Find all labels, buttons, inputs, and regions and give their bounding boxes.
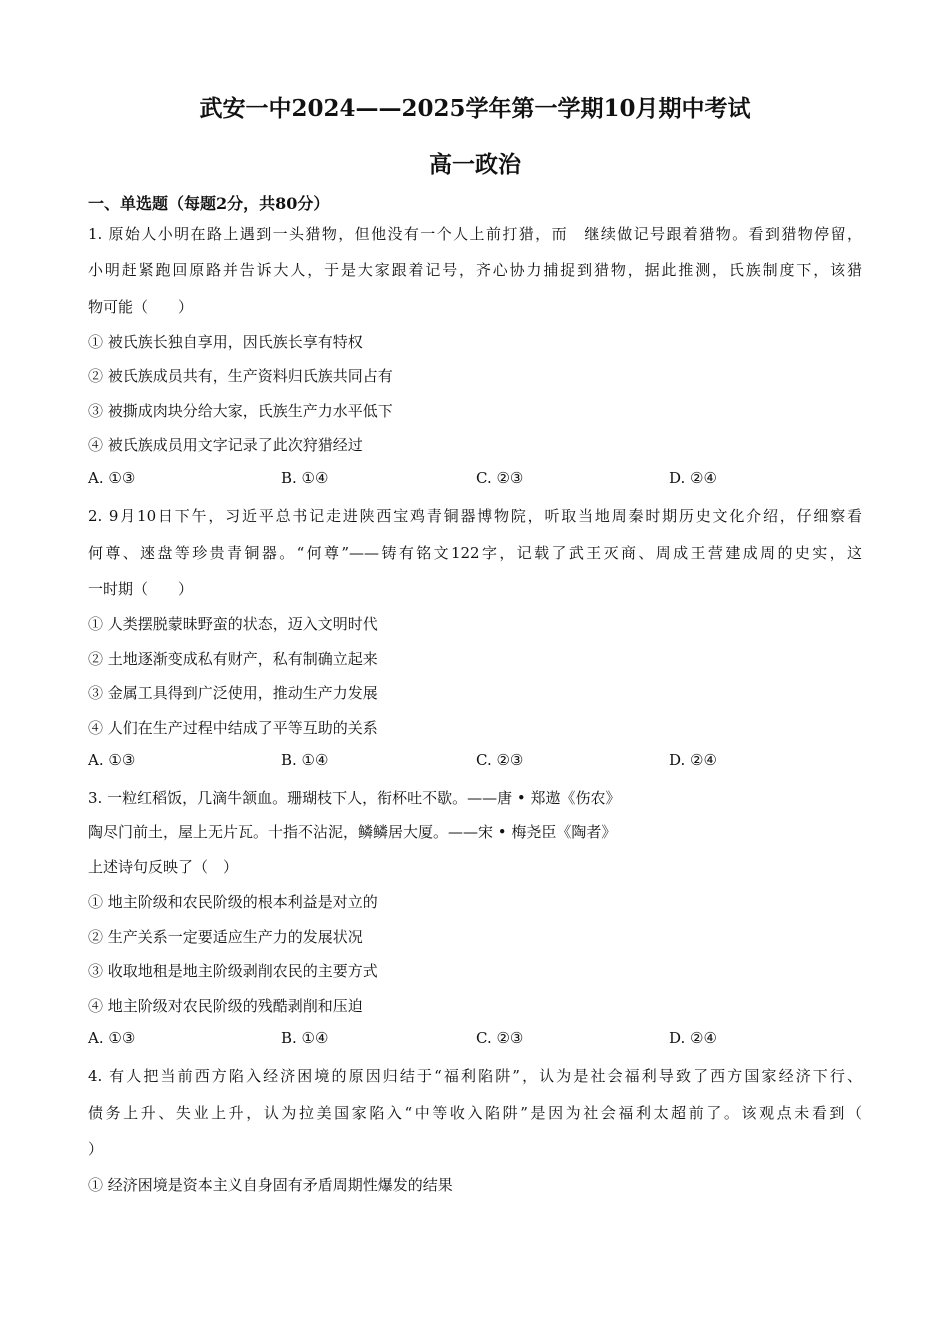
q1-item: ③ 被撕成肉块分给大家，氏族生产力水平低下	[88, 402, 393, 420]
q3-stem-line: 上述诗句反映了（ ）	[88, 858, 239, 876]
q2-item: ① 人类摆脱蒙昧野蛮的状态，迈入文明时代	[88, 615, 378, 633]
q2-option-b: B. ①④	[281, 751, 329, 769]
q1-option-d: D. ②④	[669, 469, 717, 487]
q1-option-a: A. ①③	[88, 469, 136, 487]
q2-option-d: D. ②④	[669, 751, 717, 769]
q4-item: ① 经济困境是资本主义自身固有矛盾周期性爆发的结果	[88, 1176, 453, 1194]
q4-stem-line: 4. 有人把当前西方陷入经济困境的原因归结于“福利陷阱”，认为是社会福利导致了西方国家经济下行、	[88, 1067, 862, 1085]
q2-item: ③ 金属工具得到广泛使用，推动生产力发展	[88, 684, 378, 702]
q3-stem-line: 3. 一粒红稻饭，几滴牛颔血。珊瑚枝下人，衔杯吐不歇。——唐 • 郑遨《伤农》	[88, 789, 621, 807]
q1-item: ① 被氏族长独自享用，因氏族长享有特权	[88, 333, 363, 351]
q3-option-d: D. ②④	[669, 1029, 717, 1047]
q3-item: ① 地主阶级和农民阶级的根本利益是对立的	[88, 893, 378, 911]
exam-subtitle: 高一政治	[429, 151, 521, 178]
exam-title: 武安一中2024——2025学年第一学期10月期中考试	[199, 95, 751, 122]
q2-stem-line: 一时期（ ）	[88, 580, 194, 598]
q3-item: ② 生产关系一定要适应生产力的发展状况	[88, 928, 363, 946]
q3-item: ③ 收取地租是地主阶级剥削农民的主要方式	[88, 962, 378, 980]
q3-option-b: B. ①④	[281, 1029, 329, 1047]
q2-item: ② 土地逐渐变成私有财产，私有制确立起来	[88, 650, 378, 668]
q1-stem-line: 小明赶紧跑回原路并告诉大人，于是大家跟着记号，齐心协力捕捉到猎物，据此推测，氏族制度下，该猎	[88, 261, 862, 279]
q4-stem-line: 债务上升、失业上升，认为拉美国家陷入“中等收入陷阱”是因为社会福利太超前了。该观点未看到（	[88, 1104, 862, 1122]
q1-stem-line: 1. 原始人小明在路上遇到一头猎物，但他没有一个人上前打猎，而 继续做记号跟着猎物。看到猎物停留，	[88, 225, 862, 243]
q4-stem-line: ）	[88, 1140, 104, 1158]
q2-option-a: A. ①③	[88, 751, 136, 769]
q2-stem-line: 2. 9月10日下午，习近平总书记走进陕西宝鸡青铜器博物院，听取当地周秦时期历史文化介绍，仔细察看	[88, 507, 862, 525]
q2-option-c: C. ②③	[476, 751, 524, 769]
q1-item: ④ 被氏族成员用文字记录了此次狩猎经过	[88, 436, 363, 454]
section-heading: 一、单选题（每题2分，共80分）	[88, 194, 330, 213]
q3-item: ④ 地主阶级对农民阶级的残酷剥削和压迫	[88, 997, 363, 1015]
q1-option-b: B. ①④	[281, 469, 329, 487]
q1-item: ② 被氏族成员共有，生产资料归氏族共同占有	[88, 367, 393, 385]
q2-stem-line: 何尊、逨盘等珍贵青铜器。“何尊”——铸有铭文122字，记载了武王灭商、周成王营建成周的史实，这	[88, 544, 862, 562]
q1-option-c: C. ②③	[476, 469, 524, 487]
q2-item: ④ 人们在生产过程中结成了平等互助的关系	[88, 719, 378, 737]
q1-stem-line: 物可能（ ）	[88, 298, 194, 316]
q3-option-a: A. ①③	[88, 1029, 136, 1047]
q3-option-c: C. ②③	[476, 1029, 524, 1047]
q3-stem-line: 陶尽门前土，屋上无片瓦。十指不沾泥，鳞鳞居大厦。——宋 • 梅尧臣《陶者》	[88, 823, 617, 841]
